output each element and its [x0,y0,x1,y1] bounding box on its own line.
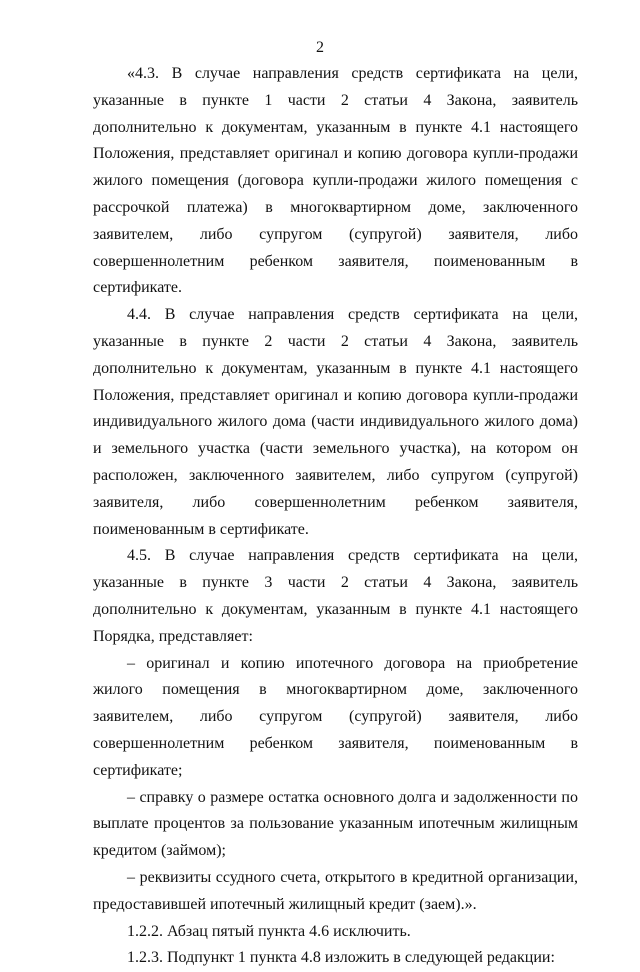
list-item-debt-certificate: – справку о размере остатка основного долга и задолженности по выплате процентов за пользование указанным ипотечным жилищным кредитом (займом); [93,788,578,860]
paragraph-1-2-2: 1.2.2. Абзац пятый пункта 4.6 исключить. [127,922,411,940]
paragraph-1-2-3: 1.2.3. Подпункт 1 пункта 4.8 изложить в следующей редакции: [127,949,555,967]
paragraph-4-3: «4.3. В случае направления средств сертификата на цели, указанные в пункте 1 части 2 статьи 4 Закона, заявитель дополнительно к документам, указанным в пункте 4.1 настоящего Положения, представляет оригинал и копию договора купли-продажи жилого помещения (договора купли-продажи жилого помещения с рассрочкой платежа) в многоквартирном доме, заключенного заявителем, либо супругом (супругой) заявителя, либо совершеннолетним ребенком заявителя, поименованным в сертификате. [93,65,578,297]
list-item-mortgage-contract: – оригинал и копию ипотечного договора на приобретение жилого помещения в многоквартирном доме, заключенного заявителем, либо супругом (супругой) заявителя, либо совершеннолетним ребенком заявителя, поименованным в сертификате; [93,654,578,779]
paragraph-4-5: 4.5. В случае направления средств сертификата на цели, указанные в пункте 3 части 2 статьи 4 Закона, заявитель дополнительно к документам, указанным в пункте 4.1 настоящего Порядка, представляет: [93,547,578,645]
page-number: 2 [316,39,324,56]
document-body [93,61,578,972]
list-item-loan-account-details: – реквизиты ссудного счета, открытого в кредитной организации, предоставившей ипотечный жилищный кредит (заем).». [93,868,578,913]
paragraph-4-4: 4.4. В случае направления средств сертификата на цели, указанные в пункте 2 части 2 статьи 4 Закона, заявитель дополнительно к документам, указанным в пункте 4.1 настоящего Положения, представляет оригинал и копию договора купли-продажи индивидуального жилого дома (части индивидуального жилого дома) и земельного участка (части земельного участка), на котором он расположен, заключенного заявителем, либо супругом (супругой) заявителя, либо совершеннолетним ребенком заявителя, поименованным в сертификате. [93,306,578,538]
